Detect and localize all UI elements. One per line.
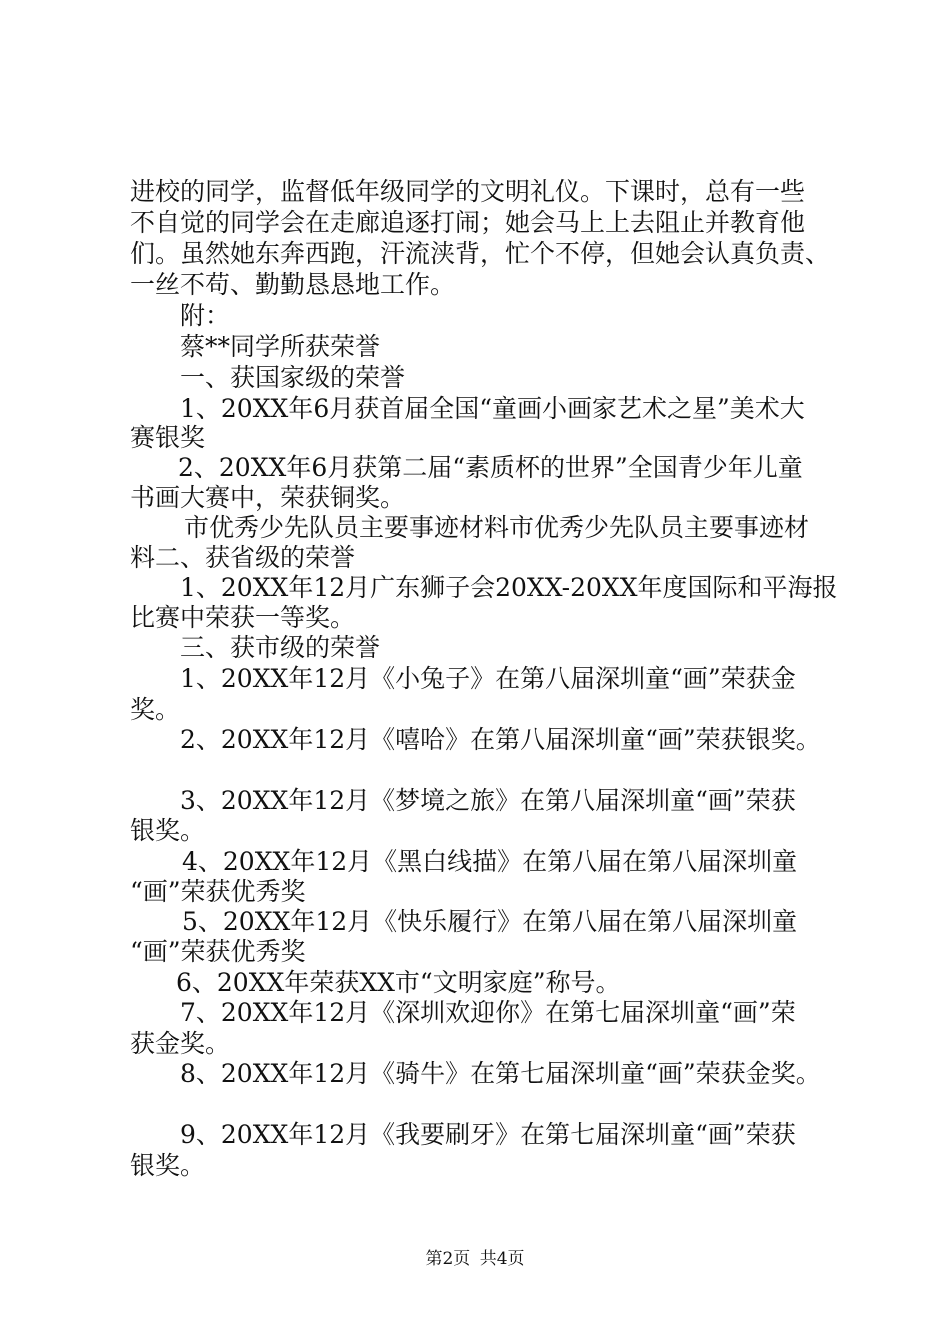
text-line: 比赛中荣获一等奖。 (130, 603, 356, 632)
text-line: 一、获国家级的荣誉 (180, 363, 406, 392)
text-line: 4、20XX年12月《黑白线描》在第八届在第八届深圳童 (182, 847, 798, 876)
text-line: 5、20XX年12月《快乐履行》在第八届在第八届深圳童 (182, 907, 798, 936)
text-line: 银奖。 (130, 1151, 206, 1180)
text-line: 不自觉的同学会在走廊追逐打闹；她会马上上去阻止并教育他 (130, 208, 806, 237)
text-line: 蔡**同学所获荣誉 (180, 332, 381, 361)
text-line: 一丝不苟、勤勤恳恳地工作。 (130, 270, 456, 299)
text-line: 1、20XX年6月获首届全国“童画小画家艺术之星”美术大 (180, 394, 805, 423)
page-number: 第2页 (425, 1249, 471, 1269)
text-line: 进校的同学，监督低年级同学的文明礼仪。下课时，总有一些 (130, 177, 806, 206)
text-line: 2、20XX年12月《嘻哈》在第八届深圳童“画”荣获银奖。 (180, 725, 821, 754)
page-total: 共4页 (479, 1249, 525, 1269)
text-line: 料二、获省级的荣誉 (130, 543, 356, 572)
text-line: 1、20XX年12月《小兔子》在第八届深圳童“画”荣获金 (180, 664, 796, 693)
text-line: 1、20XX年12月广东狮子会20XX-20XX年度国际和平海报 (180, 573, 838, 602)
text-line: 银奖。 (130, 816, 206, 845)
text-line: 3、20XX年12月《梦境之旅》在第八届深圳童“画”荣获 (180, 786, 796, 815)
text-line: “画”荣获优秀奖 (130, 937, 306, 966)
text-line: 赛银奖 (130, 423, 206, 452)
text-line: 7、20XX年12月《深圳欢迎你》在第七届深圳童“画”荣 (180, 998, 796, 1027)
text-line: 9、20XX年12月《我要刷牙》在第七届深圳童“画”荣获 (180, 1120, 796, 1149)
text-line: 书画大赛中，荣获铜奖。 (130, 483, 406, 512)
text-line: 奖。 (130, 695, 181, 724)
text-line: 2、20XX年6月获第二届“素质杯的世界”全国青少年儿童 (178, 453, 803, 482)
text-line: 附： (180, 301, 231, 330)
page-footer (0, 1244, 950, 1269)
text-line: 们。虽然她东奔西跑，汗流浃背，忙个不停，但她会认真负责、 (130, 239, 831, 268)
text-line: 市优秀少先队员主要事迹材料市优秀少先队员主要事迹材 (184, 513, 810, 542)
text-line: 三、获市级的荣誉 (180, 633, 381, 662)
text-line: 8、20XX年12月《骑牛》在第七届深圳童“画”荣获金奖。 (180, 1059, 821, 1088)
text-line: “画”荣获优秀奖 (130, 877, 306, 906)
text-line: 6、20XX年荣获XX市“文明家庭”称号。 (176, 968, 621, 997)
text-line: 获金奖。 (130, 1029, 231, 1058)
